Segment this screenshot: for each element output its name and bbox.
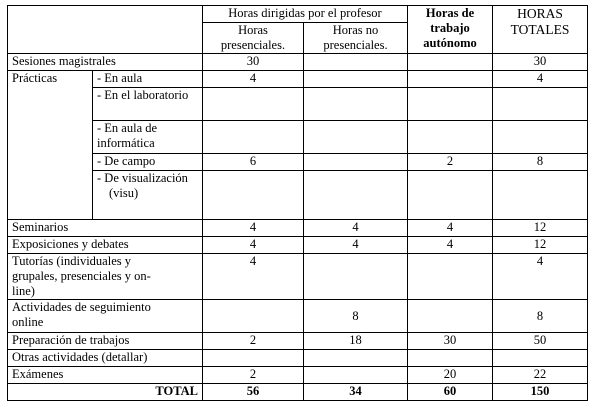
row-label: - En el laboratorio [93, 88, 203, 121]
cell-total: 8 [493, 300, 588, 333]
row-label: Tutorías (individuales y grupales, presenciales y on-line) [8, 254, 203, 300]
cell-presenciales [203, 300, 304, 333]
cell-autonomo [408, 71, 493, 88]
total-autonomo: 60 [408, 384, 493, 401]
table-row [8, 333, 588, 350]
cell-total: 50 [493, 333, 588, 350]
cell-presenciales [203, 350, 304, 367]
cell-autonomo: 20 [408, 367, 493, 384]
cell-no-presenciales: 18 [304, 333, 408, 350]
table-row [8, 154, 588, 171]
table-row [8, 350, 588, 367]
row-label: - De campo [93, 154, 203, 171]
cell-presenciales [203, 171, 304, 220]
cell-autonomo: 30 [408, 333, 493, 350]
cell-no-presenciales [304, 254, 408, 300]
row-label: - En aula de informática [93, 121, 203, 154]
cell-autonomo: 4 [408, 220, 493, 237]
cell-autonomo [408, 171, 493, 220]
row-label: Actividades de seguimiento online [8, 300, 203, 333]
cell-presenciales: 2 [203, 367, 304, 384]
header-group-profesor: Horas dirigidas por el profesor [203, 6, 408, 23]
row-label: Exámenes [8, 367, 203, 384]
cell-presenciales: 4 [203, 220, 304, 237]
header-no-presenciales: Horas no presenciales. [304, 23, 408, 54]
cell-no-presenciales: 4 [304, 220, 408, 237]
cell-total: 4 [493, 254, 588, 300]
cell-no-presenciales [304, 88, 408, 121]
cell-presenciales [203, 121, 304, 154]
cell-autonomo [408, 254, 493, 300]
table-row [8, 171, 588, 220]
row-label: - De visualización (visu) [93, 171, 203, 220]
table-row [8, 367, 588, 384]
table-row [8, 121, 588, 154]
practicas-label: Prácticas [8, 71, 93, 220]
cell-presenciales: 4 [203, 71, 304, 88]
total-presenciales: 56 [203, 384, 304, 401]
cell-presenciales: 30 [203, 54, 304, 71]
row-label: Exposiciones y debates [8, 237, 203, 254]
cell-autonomo [408, 121, 493, 154]
header-empty-cell [8, 6, 203, 54]
cell-no-presenciales: 8 [304, 300, 408, 333]
table-row [8, 237, 588, 254]
cell-autonomo [408, 88, 493, 121]
cell-presenciales: 6 [203, 154, 304, 171]
cell-total: 30 [493, 54, 588, 71]
total-label: TOTAL [8, 384, 203, 401]
cell-autonomo: 4 [408, 237, 493, 254]
header-autonomo: Horas de trabajo autónomo [408, 6, 493, 54]
cell-total: 4 [493, 71, 588, 88]
table-row [8, 54, 588, 71]
cell-no-presenciales [304, 121, 408, 154]
header-row-1 [8, 6, 588, 23]
total-no-presenciales: 34 [304, 384, 408, 401]
cell-total [493, 350, 588, 367]
cell-presenciales [203, 88, 304, 121]
cell-presenciales: 4 [203, 254, 304, 300]
cell-autonomo [408, 350, 493, 367]
table-row [8, 300, 588, 333]
cell-autonomo: 2 [408, 154, 493, 171]
cell-presenciales: 4 [203, 237, 304, 254]
cell-total [493, 121, 588, 154]
cell-no-presenciales [304, 154, 408, 171]
table-row [8, 254, 588, 300]
row-label: Otras actividades (detallar) [8, 350, 203, 367]
cell-presenciales: 2 [203, 333, 304, 350]
total-row [8, 384, 588, 401]
cell-no-presenciales [304, 350, 408, 367]
cell-total: 12 [493, 237, 588, 254]
cell-no-presenciales [304, 367, 408, 384]
header-presenciales: Horas presenciales. [203, 23, 304, 54]
cell-autonomo [408, 54, 493, 71]
cell-total: 22 [493, 367, 588, 384]
hours-table [7, 5, 588, 401]
row-label: Preparación de trabajos [8, 333, 203, 350]
table-row [8, 220, 588, 237]
cell-autonomo [408, 300, 493, 333]
table-row [8, 71, 588, 88]
total-total: 150 [493, 384, 588, 401]
cell-no-presenciales [304, 71, 408, 88]
cell-total [493, 171, 588, 220]
cell-no-presenciales [304, 54, 408, 71]
cell-total [493, 88, 588, 121]
cell-no-presenciales: 4 [304, 237, 408, 254]
row-label: - En aula [93, 71, 203, 88]
row-label: Sesiones magistrales [8, 54, 203, 71]
table-row [8, 88, 588, 121]
header-totales: HORAS TOTALES [493, 6, 588, 54]
cell-total: 12 [493, 220, 588, 237]
cell-no-presenciales [304, 171, 408, 220]
row-label: Seminarios [8, 220, 203, 237]
cell-total: 8 [493, 154, 588, 171]
